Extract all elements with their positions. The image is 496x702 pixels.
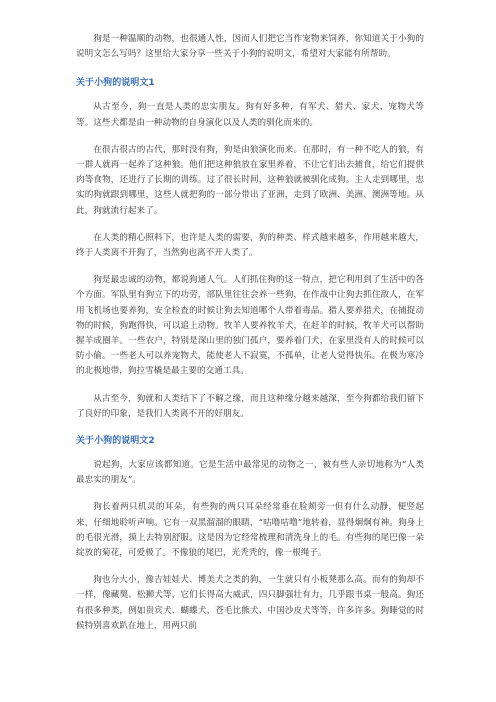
section-1-paragraph: 狗是最忠诚的动物，都说狗通人气。人们抓住狗的这一特点，把它利用到了生活中的各个方面。军队里有狗立下的功劳，部队里往往会养一些狗，在作战中让狗去抓住敌人，在军用飞机场也要养狗，安全检查的时候让狗去知道哪个人带着毒品。猎人要养猎犬，在捕捉动物的时候，狗跑得快，可以追上动物。牧羊人要养牧羊犬，在赶羊的时候，牧羊犬可以帮助握羊成圈羊。一些农户，特别是深山里的独门孤户，要养着门犬，在家里没有人的时候可以防小偷。一些老人可以养宠物犬，能使老人不寂寞，不孤单，让老人觉得快乐。在极为寒冷的北极地带，狗拉雪橇是最主要的交通工具。 bbox=[76, 275, 424, 377]
section-2-paragraph: 说起狗，大家应该都知道。它是生活中最常见的动物之一，被有些人亲切地称为“人类最忠实的朋友”。 bbox=[76, 460, 424, 486]
section-1-paragraph: 从古至今，狗一直是人类的忠实朋友。狗有好多种，有军犬、猎犬、家犬、宠物犬等等。这些犬都是由一种动物的自身演化以及人类的驯化而来的。 bbox=[76, 102, 424, 128]
section-2-heading: 关于小狗的说明文2 bbox=[76, 436, 155, 447]
section-2-paragraph: 狗也分大小，像吉娃娃犬、博美犬之类的狗，一生就只有小板凳那么高。而有的狗却不一样，像藏獒、松狮犬等，它们长得高大威武，四只脚强壮有力，几乎跟书桌一般高。狗还有很多种类，例如贵宾犬、蝴蝶犬、苍毛比熊犬、中国沙皮犬等等，许多许多。狗睡觉的时候特别喜欢趴在地上，用两只前 bbox=[76, 575, 424, 631]
section-2-paragraph: 狗长着两只机灵的耳朵，有些狗的两只耳朵经常垂在脸颊旁一但有什么动静，便竖起来，仔细地聆听声响。它有一双黑溜溜的眼睛，“咕噜咕噜”地转着，显得炯炯有神。狗身上的毛很光滑，摸上去特别舒服。这是因为它经常梳理和清洗身上的毛。有些狗的尾巴像一朵绽放的菊花，可爱极了。不像狼的尾巴，光秃秃的，像一根绳子。 bbox=[76, 502, 424, 559]
article-body bbox=[76, 32, 424, 646]
intro-rest: ，你知道关于小狗的说明文怎么写吗？这里给大家分享一些关于小狗的说明文，希望对大家能有所帮助。 bbox=[76, 34, 425, 60]
section-1-paragraph: 在人类的精心照料下，也许是人类的需要，狗的种类、样式越来越多，作用越来越大，终于人类离不开狗了，当然狗也离不开人类了。 bbox=[76, 232, 424, 259]
section-1-paragraph: 在很古很古的古代，那时没有狗，狗是由狼演化而来。在那时，有一种不吃人的狼，有一群人就再一起养了这种狼。他们把这种狼放在家里养着，不让它们出去捕食，给它们提供肉等食物，还进行了长期的训练。过了很长时间，这种狼就被驯化成狗。主人走到哪里，忠实的狗就跟到哪里，这些人就把狗的一部分带出了亚洲，走到了欧洲、美洲、澳洲等地。从此，狗就流行起来了。 bbox=[76, 144, 424, 216]
intro-paragraph bbox=[76, 32, 424, 62]
section-1-heading: 关于小狗的说明文1 bbox=[76, 78, 155, 89]
section-1-paragraph: 从古至今，狗就和人类结下了不解之缘，而且这种缘分越来越深，至今狗都给我们留下了良好的印象，是我们人类离不开的好朋友。 bbox=[76, 393, 424, 419]
intro-highlight: 狗是一种温顺的动物，也很通人性，因而人们把它当作宠物来饲养 bbox=[93, 34, 346, 44]
